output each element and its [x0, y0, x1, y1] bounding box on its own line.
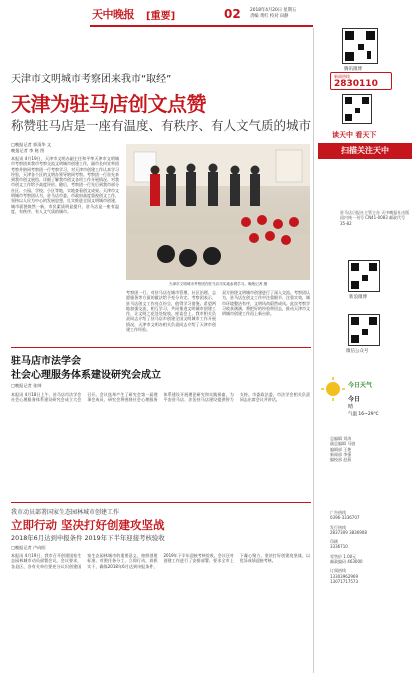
- date-text: 2018年4月20日 星期五: [250, 8, 297, 13]
- weather-title: 今日天气: [348, 382, 373, 389]
- lead-byline: [11, 142, 51, 153]
- ad-title: 广告热线: [330, 510, 346, 515]
- weather-desc: 晴: [348, 404, 354, 410]
- article3-subtitle: 2018年6月达到申报条件 2019年下半年迎接考核验收: [11, 534, 165, 542]
- editor-text: 责编 黄红 校对 田静: [250, 14, 289, 19]
- lead-body-right: 双方围绕文明城市创建进行了深入交流。考察团认为，驻马店在创文工作中注重细节、注重实效，城市环境整洁有序，文明风尚蔚然成风。此次考察学习收获满满，将把好的经验带回去，推动天津市文明城市创建工作再上新台阶。: [222, 290, 310, 317]
- lead-headline: 天津为驻马店创文点赞: [11, 92, 206, 116]
- sidebar-qr-2: [348, 260, 380, 292]
- lead-subhead: 称赞驻马店是一座有温度、有秩序、有人文气质的城市: [11, 118, 312, 133]
- weather-panel: [318, 370, 412, 430]
- footer-info: 零售价 1.00元 邮政编码 463000: [330, 553, 363, 565]
- article3-byline: □晚报记者 卢向阳: [11, 545, 46, 550]
- dist-title: 发行热线: [330, 524, 346, 530]
- dist-phone: 2837309 3836908: [330, 529, 367, 535]
- print-phone: 3336710: [330, 544, 348, 550]
- staff-list: 总编辑 刘涛 副总编辑 马骁 编辑部 王艳 新闻部 李强 编校部 赵燕: [330, 436, 356, 463]
- hotline-number: 2830110: [334, 79, 378, 89]
- weather-today: 今日: [348, 396, 361, 403]
- sidebar-qr1-label: 腾讯微博: [344, 67, 362, 72]
- section-tag: [重要]: [146, 11, 176, 22]
- date-line: [250, 8, 296, 20]
- print-title: 印刷: [330, 539, 338, 545]
- sidebar-banner-text: 扫描关注天中: [341, 146, 389, 155]
- article2-body: 本报讯 4月18日上午，驻马店市法学会社会心理服务体系建设研究会成立大会召开。会议选举产生了研究会第一届理事会成员，研究会将围绕社会心理服务体系建设开展理论研究和实践探索，为平安驻马店、法治驻马店建设提供智力支持。市委政法委、市法学会相关负责同志出席会议并讲话。: [11, 392, 310, 403]
- hotline-label: 新闻热线: [334, 74, 350, 79]
- article2-title2: 社会心理服务体系建设研究会成立: [11, 370, 161, 381]
- sidebar-qr3-label: 微信公众号: [346, 349, 369, 354]
- sun-icon: [320, 376, 346, 402]
- slogan: 读天中 看天下: [332, 131, 377, 139]
- masthead-logo: 天中晚报: [92, 8, 134, 21]
- masthead-rule: [90, 25, 313, 27]
- lead-kicker: 天津市文明城市考察团来我市“取经”: [11, 74, 172, 85]
- ad-phone: 0396-3336707: [330, 515, 360, 521]
- byline-writer: □晚报记者 郭清华 文: [11, 142, 52, 147]
- article3-title: 立即行动 坚决打好创建攻坚战: [11, 518, 165, 532]
- publisher-info: 驻马店日报社主管主办 天中晚报社出版 国内统一刊号 CN41-0083 邮政代号35-82: [340, 210, 410, 226]
- article2-title1: 驻马店市法学会: [11, 356, 81, 367]
- section-rule-2: [11, 502, 311, 503]
- byline-photo: 晚报记者 李 秘 图: [11, 147, 45, 153]
- page-number: 02: [224, 7, 241, 21]
- hotline-box: [330, 72, 392, 90]
- weather-temp: 气温 16~29℃: [348, 412, 379, 417]
- sidebar-qr-mid: [342, 94, 372, 124]
- article3-body: 本报讯 4月19日，我市召开创建国家生态园林城市动员部署会议。会议要求，各县区、各有关单位要充分认识创建国家生态园林城市的重要意义，按照创建标准，对照任务分工，立即行动，真抓实干，确保2018年6月达到申报条件，2019年下半年迎接考核验收。会议还对创建工作进行了安排部署，要求全市上下凝心聚力，坚决打好创建攻坚战，以优异成绩迎接考核。: [11, 553, 310, 569]
- section-rule-1: [11, 347, 311, 348]
- sidebar-divider: [313, 28, 314, 673]
- article3-kicker: 我市动员部署国家生态园林城市创建工作: [11, 509, 120, 516]
- sidebar-qr2-label: 新浪微博: [349, 295, 367, 300]
- ad-section: [330, 510, 410, 584]
- lead-photo: [126, 144, 310, 280]
- sidebar-qr-3: [348, 314, 380, 346]
- lead-body-mid: 考察团一行，对驻马店在城市管理、社区治理、志愿服务等方面的做法给予充分肯定。考察团表示，驻马店创文工作亮点纷呈，值得学习借鉴。希望两地加强交流，相互学习，共同推进文明城市创建工作，让文明之花处处绽放。座谈会上，我市相关负责同志介绍了驻马店市创建全国文明城市工作开展情况，天津市文明办相关负责同志介绍了天津市创建工作经验。: [126, 290, 216, 333]
- sidebar-qr-top: [342, 28, 378, 64]
- tel-title: 订阅热线: [330, 568, 346, 574]
- sidebar-banner: [318, 143, 412, 159]
- photo-caption: 天津市文明城市考察团在驻马店市实地参观学习。晚报记者 摄: [168, 282, 268, 286]
- tel-2: 13071717573: [330, 578, 358, 584]
- lead-body-left: 本报讯 4月19日，天津市文明办副主任和平率天津市文明城市考察团来我市考察交流文明城市创建工作，副市长何宣率团考察并陪同考察团一行考察学习，对天津市创建工作认真学习经验，天津各个区的文明办领导陪同考察。考察团一行首先来到我市创文展馆，详细了解我市创文各项工作开展情况，对我市创文工作给予高度评价。随后，考察团一行先后到我市部分社区、公园、学校、小区等地，实地查看创文成果。天津市文明城市考察团认为，驻马店市委、市政府高度重视创文工作，坚持以人民为中心的发展思想，扎实推进全国文明城市创建，城市面貌焕然一新，市民素质明显提升，驻马店是一座有温度、有秩序、有人文气质的城市。: [11, 156, 119, 214]
- tel-1: 13303962969: [330, 573, 358, 579]
- photo-illustration: [126, 144, 310, 280]
- article2-byline: □晚报记者 张帅: [11, 383, 42, 388]
